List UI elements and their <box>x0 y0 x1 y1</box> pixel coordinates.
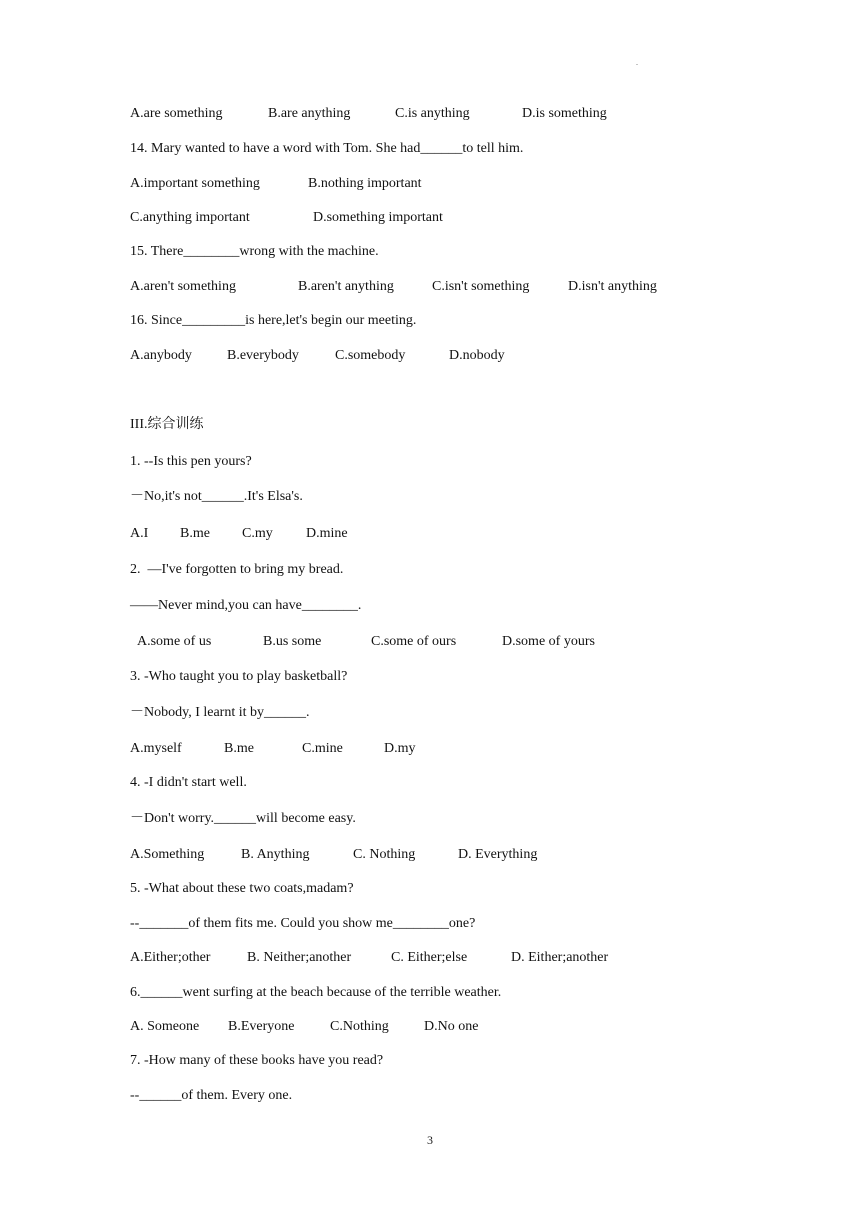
option-c: C.mine <box>302 741 343 756</box>
option-b: B.aren't anything <box>298 279 394 294</box>
option-b: B. Anything <box>241 847 310 862</box>
exercise-2-question: 2. —I've forgotten to bring my bread. <box>130 562 344 577</box>
option-b: B.me <box>224 741 254 756</box>
option-c: C.my <box>242 526 273 541</box>
option-c: C.anything important <box>130 210 250 225</box>
option-a: A.anybody <box>130 348 192 363</box>
exercise-3-question: 3. -Who taught you to play basketball? <box>130 669 348 684</box>
option-b: B. Neither;another <box>247 950 352 965</box>
option-d: D.isn't anything <box>568 279 657 294</box>
section-title: III.综合训练 <box>130 417 204 432</box>
option-b: B.are anything <box>268 106 351 121</box>
exercise-7-question: 7. -How many of these books have you read? <box>130 1053 384 1068</box>
exercise-3-answer: －Nobody, I learnt it by______. <box>130 705 310 720</box>
exercise-5-question: 5. -What about these two coats,madam? <box>130 881 354 896</box>
option-a: A.I <box>130 526 149 541</box>
option-a: A.aren't something <box>130 279 236 294</box>
exercise-1-answer: －No,it's not______.It's Elsa's. <box>130 489 303 504</box>
exercise-4-answer: －Don't worry.______will become easy. <box>130 811 356 826</box>
option-b: B.everybody <box>227 348 299 363</box>
question-14-stem: 14. Mary wanted to have a word with Tom. She had______to tell him. <box>130 141 524 156</box>
option-c: C.Nothing <box>330 1019 389 1034</box>
exercise-1-question: 1. --Is this pen yours? <box>130 454 252 469</box>
option-c: C. Nothing <box>353 847 416 862</box>
exercise-4-question: 4. -I didn't start well. <box>130 775 247 790</box>
option-c: C.somebody <box>335 348 406 363</box>
exercise-7-answer: --______of them. Every one. <box>130 1088 293 1103</box>
option-a: A. Someone <box>130 1019 200 1034</box>
option-a: A.important something <box>130 176 260 191</box>
option-c: C.is anything <box>395 106 470 121</box>
option-a: A.myself <box>130 741 182 756</box>
option-d: D.No one <box>424 1019 479 1034</box>
option-b: B.Everyone <box>228 1019 295 1034</box>
option-b: B.me <box>180 526 210 541</box>
page-number: 3 <box>427 1133 433 1147</box>
option-d: D.nobody <box>449 348 505 363</box>
question-16-stem: 16. Since_________is here,let's begin our meeting. <box>130 313 417 328</box>
option-c: C. Either;else <box>391 950 468 965</box>
option-b: B.us some <box>263 634 322 649</box>
option-a: A.Something <box>130 847 205 862</box>
option-d: D. Everything <box>458 847 538 862</box>
exercise-5-answer: --_______of them fits me. Could you show me________one? <box>130 916 476 931</box>
option-b: B.nothing important <box>308 176 422 191</box>
option-d: D.is something <box>522 106 607 121</box>
option-d: D.my <box>384 741 416 756</box>
option-d: D.some of yours <box>502 634 595 649</box>
option-d: D.mine <box>306 526 348 541</box>
option-a: A.are something <box>130 106 223 121</box>
option-d: D.something important <box>313 210 443 225</box>
option-c: C.some of ours <box>371 634 457 649</box>
header-mark: . <box>636 58 638 67</box>
option-d: D. Either;another <box>511 950 609 965</box>
question-15-stem: 15. There________wrong with the machine. <box>130 244 379 259</box>
exercise-6-question: 6.______went surfing at the beach because of the terrible weather. <box>130 985 502 1000</box>
option-c: C.isn't something <box>432 279 530 294</box>
option-a: A.Either;other <box>130 950 211 965</box>
option-a: A.some of us <box>137 634 212 649</box>
exercise-2-answer: ——Never mind,you can have________. <box>130 598 362 613</box>
